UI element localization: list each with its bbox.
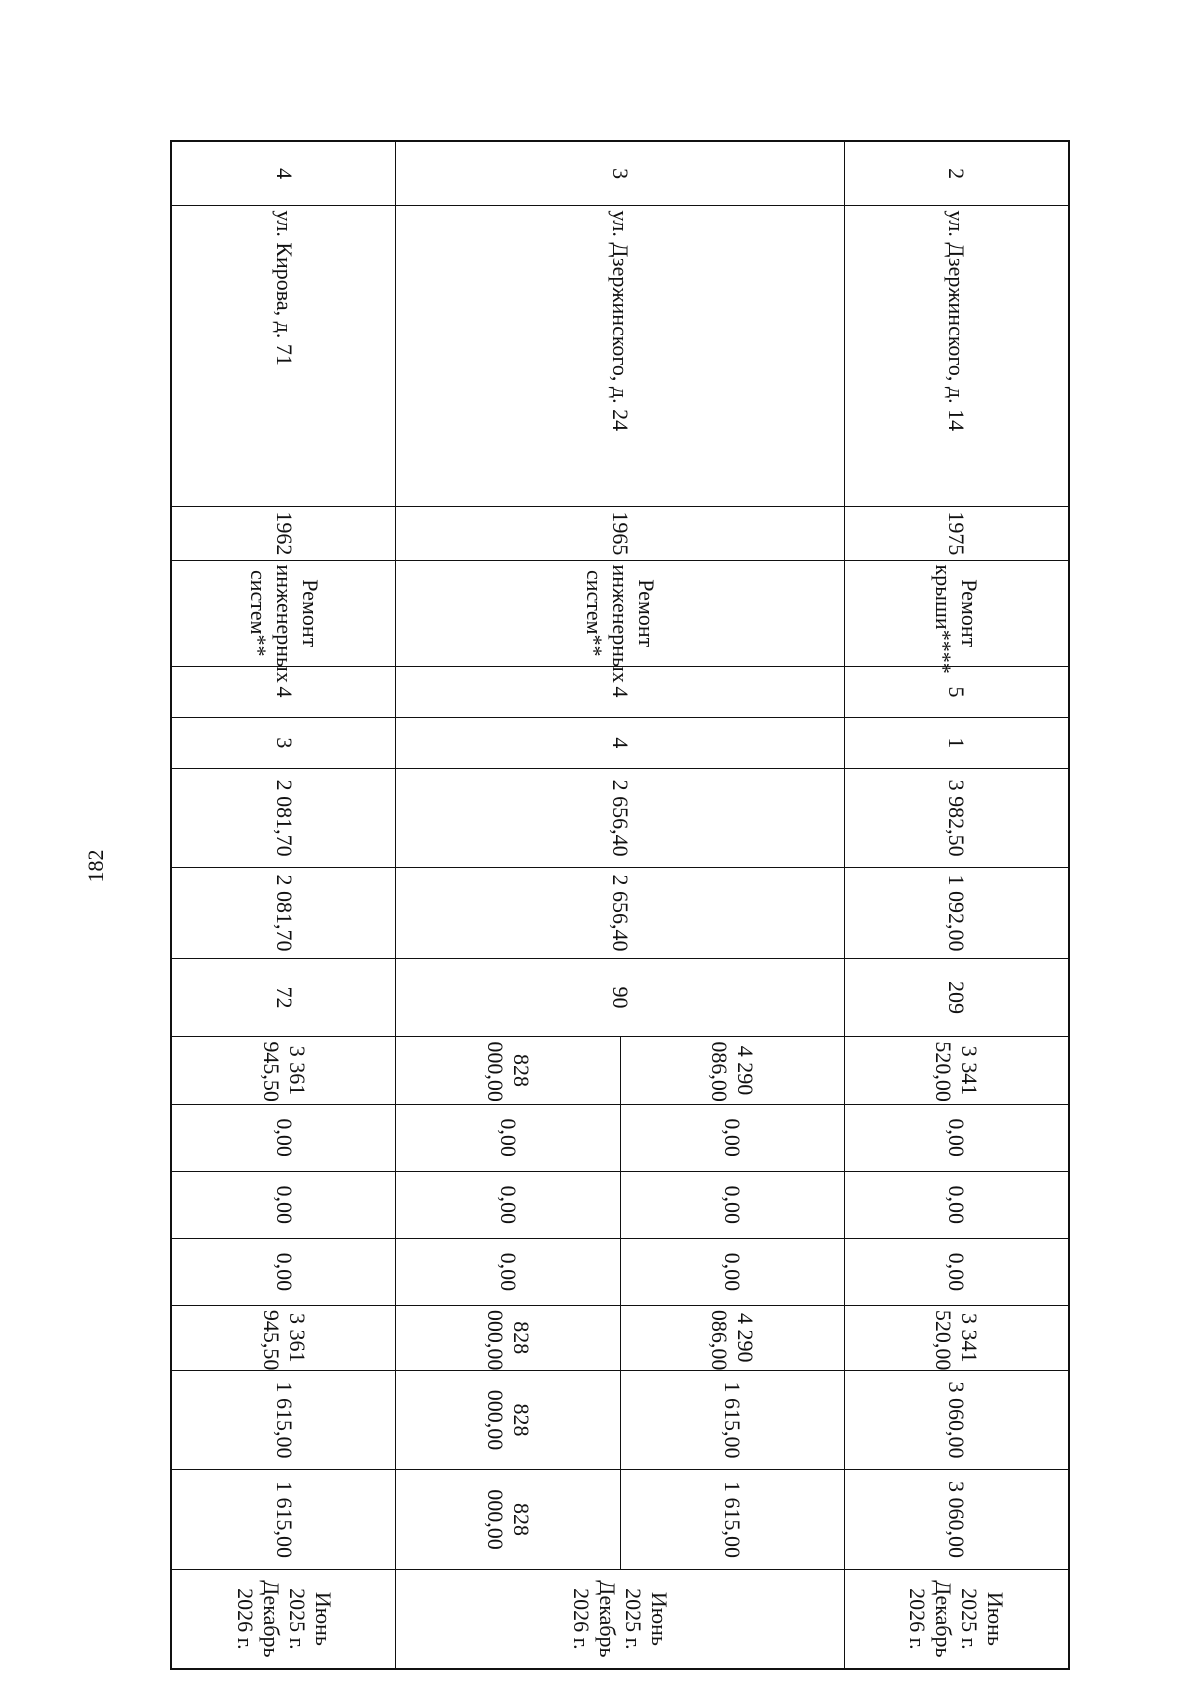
unit-cost-cell: 828 000,00: [396, 1370, 621, 1470]
unit-cost-cell: 1 615,00: [621, 1370, 845, 1470]
period-cell: [171, 1569, 396, 1669]
cost-total-cell: 3 341 520,00: [844, 1037, 1069, 1104]
count-cell: 4: [171, 667, 396, 718]
area-cell: 2 081,70: [171, 768, 396, 868]
cost-fund-cell: 4 290 086,00: [621, 1305, 845, 1370]
page-number: 182: [83, 849, 108, 883]
unit-cost-cell: 1 615,00: [171, 1370, 396, 1470]
zero-cell: 0,00: [621, 1104, 845, 1171]
work-type-cell: Ремонт крыши****: [844, 560, 1069, 666]
works-table: [170, 140, 1070, 1670]
area-cell: 2 656,40: [396, 868, 844, 958]
zero-cell: 0,00: [396, 1104, 621, 1171]
period-end: Декабрь 2026 г.: [569, 1580, 621, 1658]
zero-cell: 0,00: [396, 1238, 621, 1305]
residents-cell: 209: [844, 958, 1069, 1037]
cost-total-cell: 3 361 945,50: [171, 1037, 396, 1104]
area-cell: 1 092,00: [844, 868, 1069, 958]
period-start: Июнь 2025 г.: [621, 1588, 673, 1650]
address-cell: ул. Дзержинского, д. 14: [844, 206, 1069, 507]
zero-cell: 0,00: [171, 1104, 396, 1171]
residents-cell: 72: [171, 958, 396, 1037]
zero-cell: 0,00: [844, 1104, 1069, 1171]
unit-cost-cell: 828 000,00: [396, 1470, 621, 1570]
cost-fund-cell: 828 000,00: [396, 1305, 621, 1370]
address-cell: ул. Кирова, д. 71: [171, 206, 396, 507]
unit-cost-cell: 3 060,00: [844, 1470, 1069, 1570]
unit-cost-cell: 3 060,00: [844, 1370, 1069, 1470]
address-cell: ул. Дзержинского, д. 24: [396, 206, 844, 507]
area-cell: 2 081,70: [171, 868, 396, 958]
zero-cell: 0,00: [621, 1238, 845, 1305]
year-cell: 1962: [171, 507, 396, 560]
cost-fund-cell: 3 361 945,50: [171, 1305, 396, 1370]
count-cell: 3: [171, 717, 396, 768]
count-cell: 1: [844, 717, 1069, 768]
unit-cost-cell: 1 615,00: [621, 1470, 845, 1570]
year-cell: 1975: [844, 507, 1069, 560]
unit-cost-cell: 1 615,00: [171, 1470, 396, 1570]
count-cell: 5: [844, 667, 1069, 718]
cost-fund-cell: 3 341 520,00: [844, 1305, 1069, 1370]
zero-cell: 0,00: [844, 1238, 1069, 1305]
table-row: [171, 141, 396, 1669]
period-cell: [396, 1569, 844, 1669]
zero-cell: 0,00: [171, 1171, 396, 1238]
period-start: Июнь 2025 г.: [284, 1588, 336, 1650]
row-number: 4: [171, 141, 396, 206]
table-row: [621, 141, 845, 1669]
count-cell: 4: [396, 717, 844, 768]
cost-total-cell: 4 290 086,00: [621, 1037, 845, 1104]
zero-cell: 0,00: [621, 1171, 845, 1238]
cost-total-cell: 828 000,00: [396, 1037, 621, 1104]
row-number: 3: [396, 141, 844, 206]
row-number: 2: [844, 141, 1069, 206]
zero-cell: 0,00: [844, 1171, 1069, 1238]
period-end: Декабрь 2026 г.: [232, 1580, 284, 1658]
period-start: Июнь 2025 г.: [957, 1588, 1009, 1650]
table-row: [844, 141, 1069, 1669]
residents-cell: 90: [396, 958, 844, 1037]
work-type-cell: Ремонт инженерных систем**: [396, 560, 844, 666]
area-cell: 2 656,40: [396, 768, 844, 868]
year-cell: 1965: [396, 507, 844, 560]
period-cell: [844, 1569, 1069, 1669]
area-cell: 3 982,50: [844, 768, 1069, 868]
zero-cell: 0,00: [396, 1171, 621, 1238]
work-type-cell: Ремонт инженерных систем**: [171, 560, 396, 666]
zero-cell: 0,00: [171, 1238, 396, 1305]
rotated-table-sheet: [170, 140, 1070, 1670]
count-cell: 4: [396, 667, 844, 718]
period-end: Декабрь 2026 г.: [905, 1580, 957, 1658]
